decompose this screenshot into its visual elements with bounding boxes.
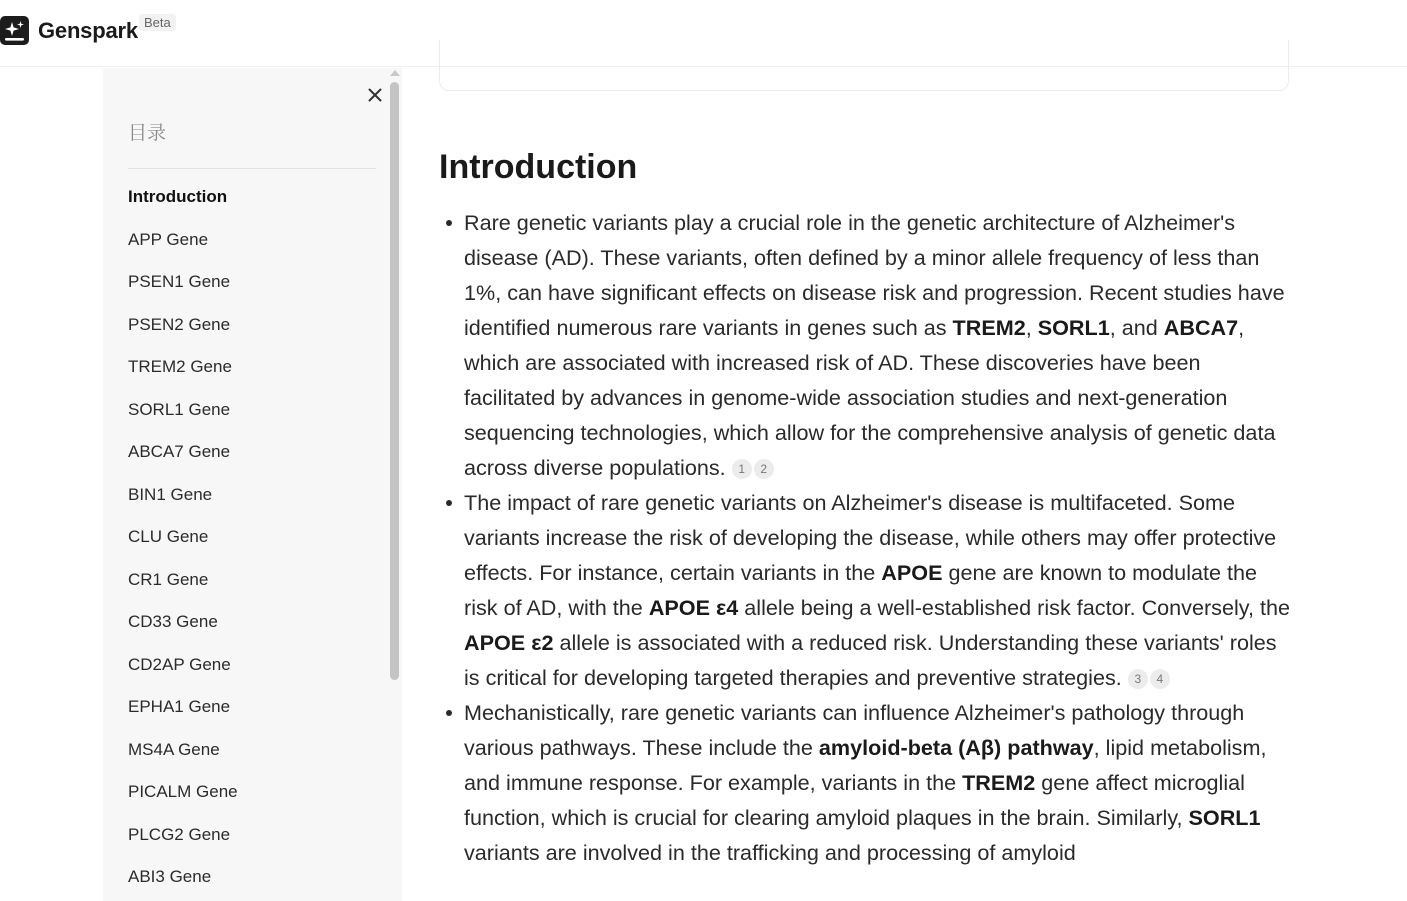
toc-item-ms4a-gene[interactable]: MS4A Gene	[128, 739, 220, 759]
toc-item-introduction[interactable]: Introduction	[128, 187, 228, 206]
bold-term: SORL1	[1037, 315, 1110, 340]
toc-item-cd33-gene[interactable]: CD33 Gene	[128, 612, 218, 631]
bullet-item	[464, 695, 1294, 870]
text-run: allele is associated with a reduced risk. Understanding these variants' roles is critical for developing targeted therapies and preventive strategies.	[464, 630, 1277, 690]
text-run: gene affect microglial function, which is crucial for clearing amyloid plaques in the brain. Similarly,	[464, 770, 1245, 830]
introduction-bullet-list	[464, 205, 1294, 870]
toc-item-app-gene[interactable]: APP Gene	[128, 229, 209, 249]
text-run: Rare genetic variants play a crucial role in the genetic architecture of Alzheimer's disease (AD). These variants, often defined by a minor allele frequency of less than 1%, can have significant effects on disease risk and progression. Recent studies have identified numerous rare variants in genes such as	[464, 210, 1285, 340]
toc-item-psen1-gene[interactable]: PSEN1 Gene	[128, 272, 231, 291]
toc-item-clu-gene[interactable]: CLU Gene	[128, 527, 209, 546]
toc-item-picalm-gene[interactable]: PICALM Gene	[128, 782, 238, 801]
toc-title: 目录	[128, 123, 167, 144]
citation-badge[interactable]: 3	[1128, 669, 1148, 689]
toc-list	[128, 185, 238, 901]
toc-item-abi3-gene[interactable]: ABI3 Gene	[128, 867, 212, 886]
previous-content-card	[439, 40, 1289, 91]
citation-badge[interactable]: 4	[1150, 669, 1170, 689]
text-run: variants are involved in the trafficking and processing of amyloid	[464, 840, 1076, 865]
close-icon[interactable]	[365, 85, 385, 105]
bold-term: SORL1	[1188, 805, 1261, 830]
text-run: , which are associated with increased risk of AD. These discoveries have been facilitated by advances in genome-wide association studies and next-generation sequencing technologies, which allow for the comprehensive analysis of genetic data across diverse populations.	[464, 315, 1276, 480]
bold-term: TREM2	[952, 315, 1026, 340]
table-of-contents-panel	[103, 68, 402, 901]
toc-item-psen2-gene[interactable]: PSEN2 Gene	[128, 314, 231, 334]
text-run: gene are known to modulate the risk of AD, with the	[464, 560, 1258, 620]
bold-term: TREM2	[962, 770, 1036, 795]
toc-item-epha1-gene[interactable]: EPHA1 Gene	[128, 697, 231, 716]
toc-item-trem2-gene[interactable]: TREM2 Gene	[128, 357, 232, 376]
citation-badge[interactable]: 2	[754, 459, 774, 479]
bold-term: APOE ε4	[648, 595, 739, 620]
text-run: , and	[1109, 315, 1164, 340]
toc-divider	[128, 168, 376, 169]
citation-badge[interactable]: 1	[732, 459, 752, 479]
scroll-up-arrow-icon[interactable]	[390, 70, 400, 76]
toc-item-abca7-gene[interactable]: ABCA7 Gene	[128, 442, 231, 461]
section-title: Introduction	[439, 148, 638, 186]
bullet-item	[464, 205, 1294, 485]
bold-term: APOE ε2	[464, 630, 554, 655]
bold-term: ABCA7	[1163, 315, 1239, 340]
text-run: , lipid metabolism, and immune response. For example, variants in the	[464, 735, 1267, 795]
bold-term: APOE	[881, 560, 943, 585]
toc-item-cr1-gene[interactable]: CR1 Gene	[128, 569, 209, 589]
toc-item-plcg2-gene[interactable]: PLCG2 Gene	[128, 824, 231, 844]
toc-item-cd2ap-gene[interactable]: CD2AP Gene	[128, 654, 231, 674]
text-run: Mechanistically, rare genetic variants can influence Alzheimer's pathology through various pathways. These include the	[464, 700, 1245, 760]
beta-badge: Beta	[139, 14, 176, 31]
toc-item-sorl1-gene[interactable]: SORL1 Gene	[128, 399, 231, 419]
bold-term: amyloid-beta (Aβ) pathway	[818, 735, 1094, 760]
toc-scrollbar-thumb[interactable]	[390, 82, 399, 680]
text-run: The impact of rare genetic variants on Alzheimer's disease is multifaceted. Some variants increase the risk of developing the disease, while others may offer protective effects. For instance, certain variants in the	[464, 490, 1277, 585]
text-run: ,	[1025, 315, 1038, 340]
bullet-item	[464, 485, 1294, 695]
text-run: allele being a well-established risk factor. Conversely, the	[738, 595, 1290, 620]
toc-item-bin1-gene[interactable]: BIN1 Gene	[128, 484, 213, 504]
genspark-logo-icon[interactable]	[0, 16, 29, 45]
brand-name[interactable]: Genspark	[38, 18, 138, 43]
